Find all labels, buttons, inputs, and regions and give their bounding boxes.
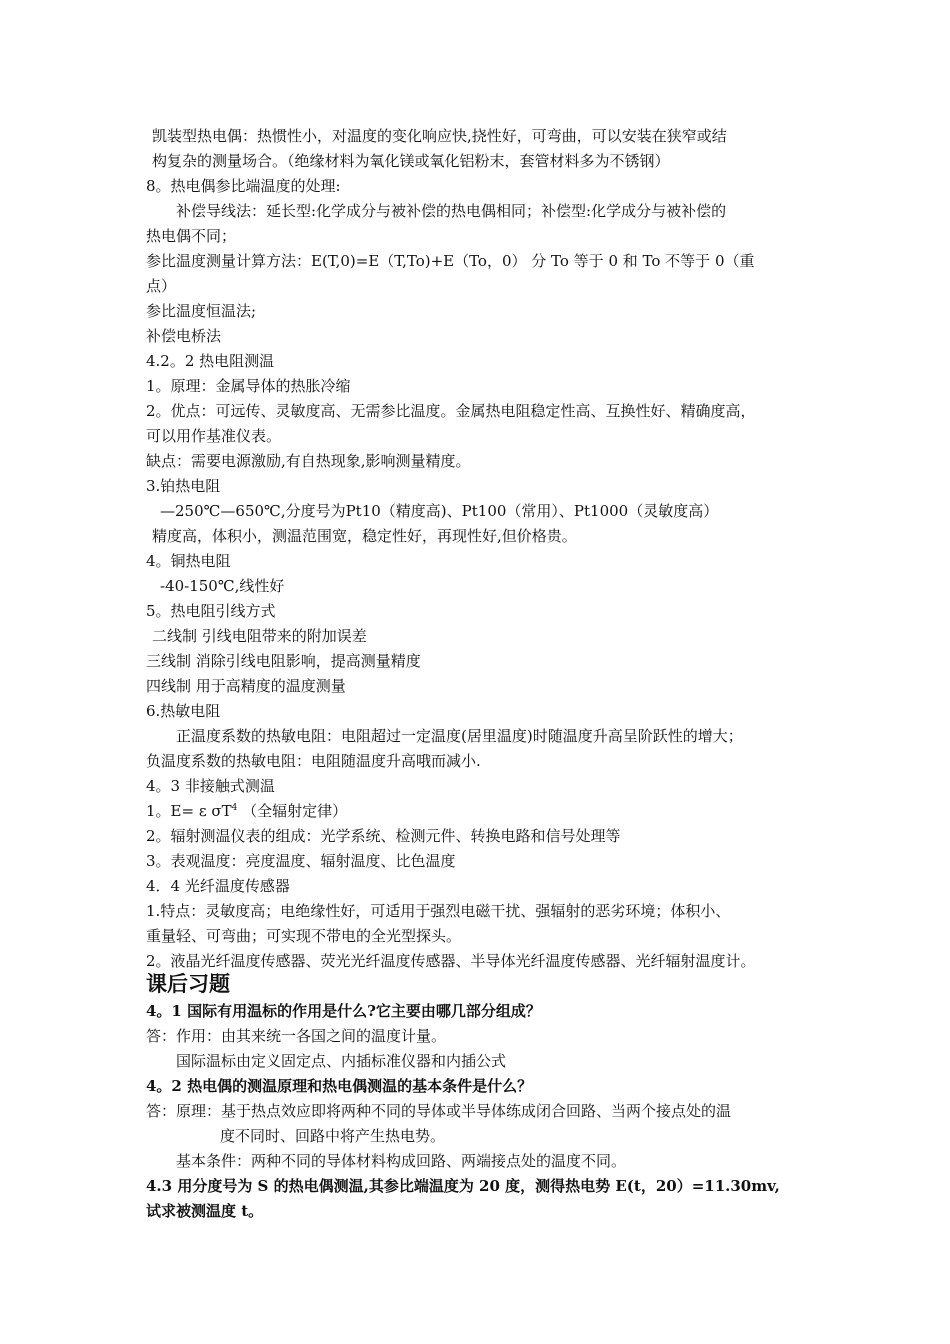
answer-line: 答：原理：基于热点效应即将两种不同的导体或半导体练成闭合回路、当两个接点处的温 <box>146 1102 732 1120</box>
answer-line: 基本条件：两种不同的导体材料构成回路、两端接点处的温度不同。 <box>176 1152 627 1170</box>
text-line: 热电偶不同； <box>146 227 237 245</box>
exercise-heading: 课后习题 <box>146 971 230 996</box>
text-line: 3.铂热电阻 <box>146 477 221 495</box>
text-line: 精度高，体积小，测温范围宽，稳定性好，再现性好,但价格贵。 <box>152 527 577 545</box>
formula-line <box>146 801 347 821</box>
text-line: 负温度系数的热敏电阻：电阻随温度升高哦而减小. <box>146 752 481 770</box>
section-heading: 4．4 光纤温度传感器 <box>146 877 290 895</box>
text-line: 四线制 用于高精度的温度测量 <box>146 677 346 695</box>
text-line: 重量轻、可弯曲；可实现不带电的全光型探头。 <box>146 927 462 945</box>
question: 4。1 国际有用温标的作用是什么?它主要由哪几部分组成？ <box>146 1002 541 1020</box>
answer-line: 度不同时、回路中将产生热电势。 <box>220 1127 446 1145</box>
text-line: 6.热敏电阻 <box>146 702 221 720</box>
text-line: 凯装型热电偶：热惯性小，对温度的变化响应快,挠性好，可弯曲，可以安装在狭窄或结 <box>152 127 727 145</box>
formula-text: 1。E= ε σT <box>146 802 232 820</box>
text-line: 补偿电桥法 <box>146 327 222 345</box>
text-line: 4。铜热电阻 <box>146 552 231 570</box>
text-line: 5。热电阻引线方式 <box>146 602 276 620</box>
text-line: 可以用作基准仪表。 <box>146 427 282 445</box>
text-line: —250℃—650℃,分度号为Pt10（精度高)、Pt100（常用）、Pt1000（灵敏度高） <box>160 502 719 520</box>
text-line: 1.特点：灵敏度高；电绝缘性好，可适用于强烈电磁干扰、强辐射的恶劣环境；体积小、 <box>146 902 731 920</box>
text-line: 二线制 引线电阻带来的附加误差 <box>152 627 367 645</box>
question: 4。2 热电偶的测温原理和热电偶测温的基本条件是什么？ <box>146 1077 533 1095</box>
text-line: 参比温度测量计算方法：E(T,0)=E（T,To)+E（To，0） 分 To 等于 0 和 To 不等于 0（重 <box>146 252 755 270</box>
formula-note: （全辐射定律） <box>237 802 348 820</box>
section-heading: 4.2。2 热电阻测温 <box>146 352 275 370</box>
question: 试求被测温度 t。 <box>146 1202 264 1220</box>
text-line: 8。热电偶参比端温度的处理: <box>146 177 341 195</box>
text-line: 三线制 消除引线电阻影响，提高测量精度 <box>146 652 421 670</box>
text-line: 正温度系数的热敏电阻：电阻超过一定温度(居里温度)时随温度升高呈阶跃性的增大； <box>176 727 743 745</box>
text-line: 补偿导线法：延长型:化学成分与被补偿的热电偶相同；补偿型:化学成分与被补偿的 <box>176 202 727 220</box>
text-line: 1。原理：金属导体的热胀冷缩 <box>146 377 351 395</box>
section-heading: 4。3 非接触式测温 <box>146 777 275 795</box>
answer-line: 国际温标由定义固定点、内插标准仪器和内插公式 <box>176 1052 507 1070</box>
text-line: 缺点：需要电源激励,有自热现象,影响测量精度。 <box>146 452 471 470</box>
text-line: 2。辐射测温仪表的组成：光学系统、检测元件、转换电路和信号处理等 <box>146 827 621 845</box>
text-line: 点） <box>146 277 177 295</box>
text-line: 2。液晶光纤温度传感器、荧光光纤温度传感器、半导体光纤温度传感器、光纤辐射温度计。 <box>146 952 756 970</box>
text-line: 3。表观温度：亮度温度、辐射温度、比色温度 <box>146 852 456 870</box>
text-line: 2。优点：可远传、灵敏度高、无需参比温度。金属热电阻稳定性高、互换性好、精确度高， <box>146 402 756 420</box>
formula-superscript: 4 <box>231 803 238 813</box>
text-line: 构复杂的测量场合。（绝缘材料为氧化镁或氧化铝粉末，套管材料多为不锈钢） <box>152 152 670 170</box>
text-line: 参比温度恒温法; <box>146 302 257 320</box>
text-line: -40-150℃,线性好 <box>160 577 285 595</box>
question: 4.3 用分度号为 S 的热电偶测温,其参比端温度为 20 度，测得热电势 E(t，20）=11.30mv, <box>146 1177 780 1195</box>
answer-line: 答：作用：由其来统一各国之间的温度计量。 <box>146 1027 447 1045</box>
